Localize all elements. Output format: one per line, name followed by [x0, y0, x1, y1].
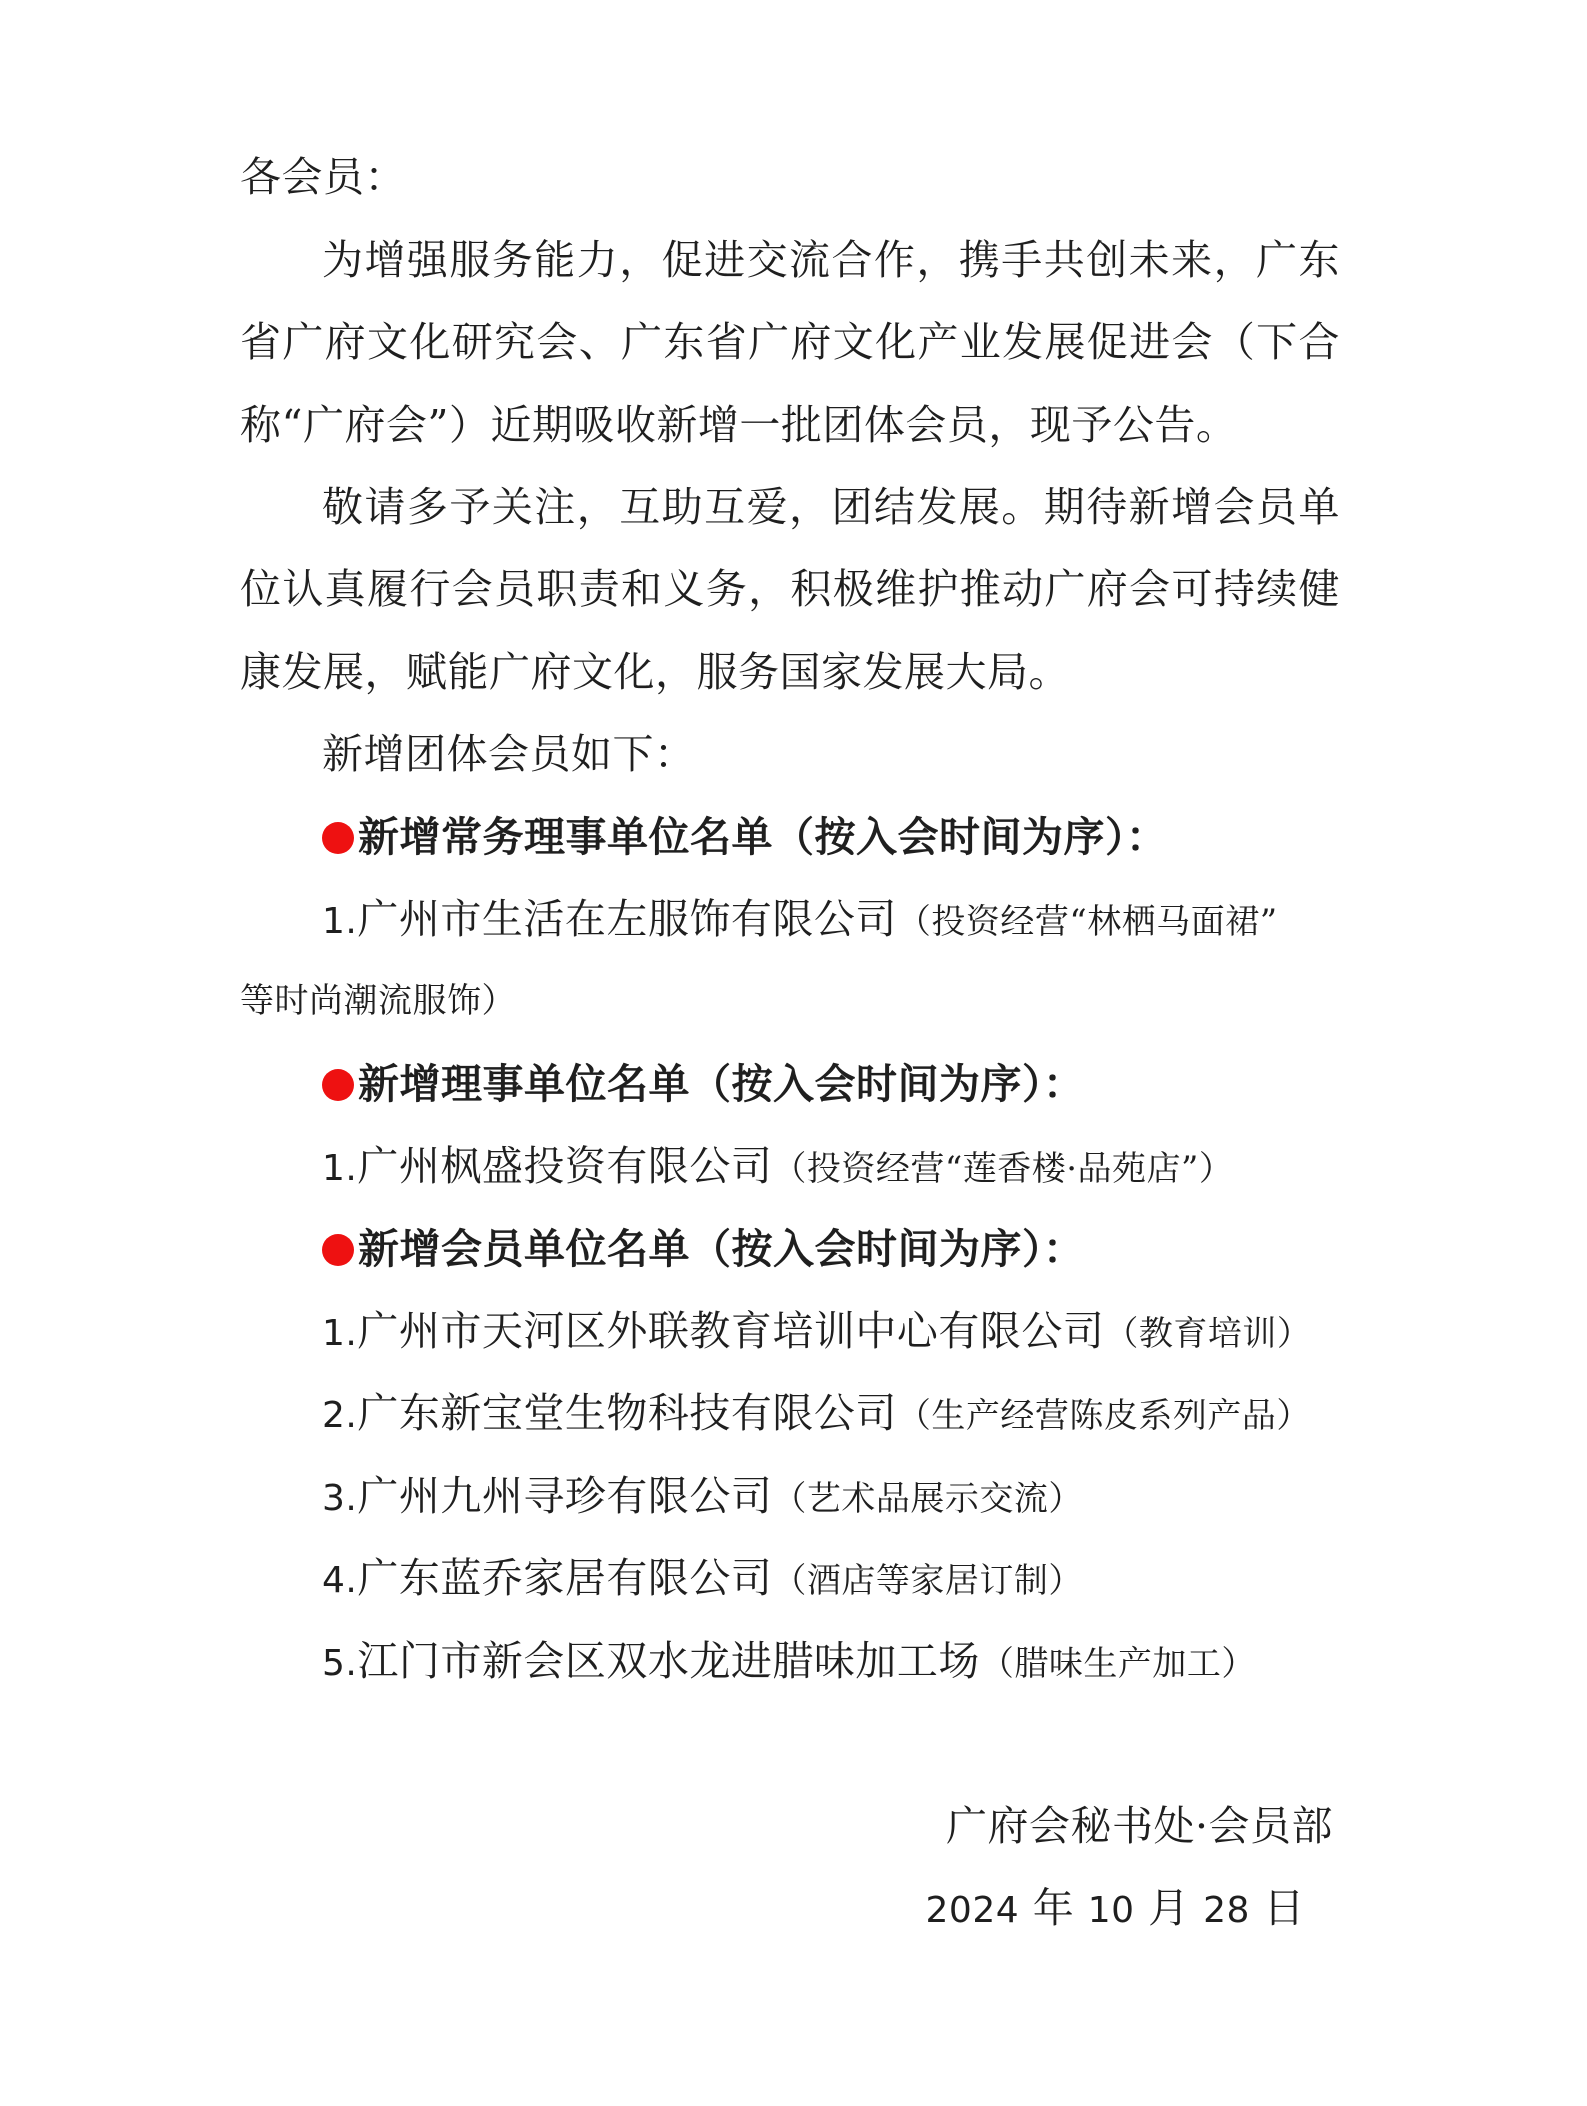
list-item [322, 1372, 1340, 1454]
item-number: 1. [322, 1313, 358, 1354]
list-item [322, 1290, 1340, 1372]
item-number: 3. [322, 1478, 358, 1519]
list-item [322, 1620, 1340, 1702]
company-name: 广州市生活在左服饰有限公司 [357, 895, 897, 943]
company-note: （教育培训） [1104, 1314, 1312, 1354]
date-year-unit: 年 [1032, 1884, 1075, 1932]
company-note: （投资经营“莲香楼·品苑店”） [772, 1149, 1234, 1189]
company-note: （腊味生产加工） [979, 1644, 1256, 1684]
item-number: 1. [322, 1148, 358, 1189]
section-heading-text: 新增理事单位名单（按入会时间为序）： [358, 1060, 1085, 1108]
company-name: 广州枫盛投资有限公司 [357, 1142, 773, 1190]
intro-line-2: 省广府文化研究会、广东省广府文化产业发展促进会（下合 [240, 318, 1340, 366]
salutation: 各会员： [240, 153, 406, 201]
section-heading-council [322, 1043, 1340, 1125]
company-name: 广东新宝堂生物科技有限公司 [357, 1389, 897, 1437]
list-item [322, 1455, 1340, 1537]
date-day-unit: 日 [1263, 1884, 1305, 1932]
signature-date [926, 1867, 1305, 1949]
section-heading-standing-council [322, 796, 1340, 878]
company-name: 江门市新会区双水龙进腊味加工场 [357, 1637, 980, 1685]
red-dot-icon [322, 822, 354, 854]
company-note: （酒店等家居订制） [772, 1561, 1083, 1601]
wish-line-2: 位认真履行会员职责和义务，积极维护推动广府会可持续健 [240, 565, 1340, 613]
section-heading-text: 新增会员单位名单（按入会时间为序）： [358, 1225, 1085, 1273]
red-dot-icon [322, 1069, 354, 1101]
wish-line-1: 敬请多予关注，互助互爱，团结发展。期待新增会员单 [322, 483, 1340, 531]
item-number: 5. [322, 1643, 358, 1684]
company-name: 广东蓝乔家居有限公司 [357, 1554, 773, 1602]
company-name: 广州市天河区外联教育培训中心有限公司 [357, 1307, 1105, 1355]
item-number: 1. [322, 901, 358, 942]
item-number: 2. [322, 1395, 358, 1436]
list-item [322, 878, 1340, 960]
list-item [322, 1537, 1340, 1619]
list-intro: 新增团体会员如下： [322, 730, 696, 778]
intro-line-3: 称“广府会”）近期吸收新增一批团体会员，现予公告。 [240, 401, 1238, 449]
company-note: （投资经营“林栖马面裙” [896, 902, 1278, 942]
company-name: 广州九州寻珍有限公司 [357, 1472, 773, 1520]
list-item [322, 1125, 1340, 1207]
signature-org: 广府会秘书处·会员部 [945, 1802, 1333, 1850]
section-heading-text: 新增常务理事单位名单（按入会时间为序）： [358, 813, 1168, 861]
company-note: （艺术品展示交流） [772, 1479, 1083, 1519]
red-dot-icon [322, 1234, 354, 1266]
date-month: 10 [1087, 1890, 1135, 1931]
company-note: （生产经营陈皮系列产品） [896, 1396, 1311, 1436]
section-heading-members [322, 1208, 1340, 1290]
wish-line-3: 康发展，赋能广府文化，服务国家发展大局。 [240, 648, 1070, 696]
item-number: 4. [322, 1560, 358, 1601]
company-note-continued: 等时尚潮流服饰） [240, 981, 516, 1021]
intro-line-1: 为增强服务能力，促进交流合作，携手共创未来，广东 [322, 236, 1340, 284]
date-year: 2024 [925, 1890, 1020, 1931]
date-month-unit: 月 [1148, 1884, 1190, 1932]
date-day: 28 [1203, 1890, 1250, 1931]
